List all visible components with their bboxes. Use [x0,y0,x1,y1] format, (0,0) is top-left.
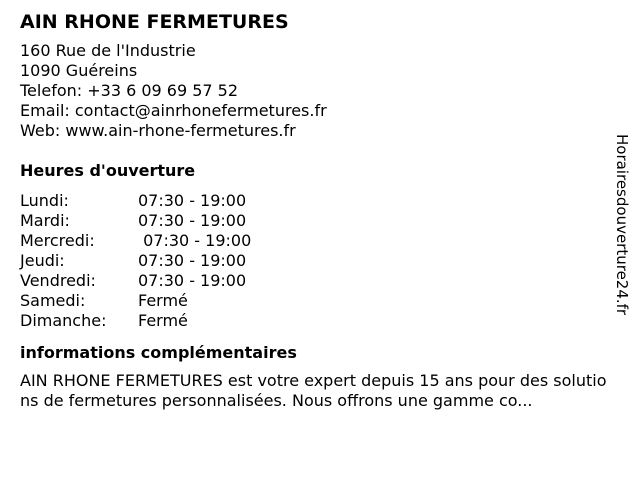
day-label: Samedi: [20,291,86,310]
hours-row-wednesday [20,231,610,251]
hours-row-monday [20,191,610,211]
day-label: Mardi: [20,211,70,230]
day-hours: 07:30 - 19:00 [138,271,247,290]
day-label: Lundi: [20,191,69,210]
day-label: Mercredi: [20,231,95,250]
day-hours: Fermé [138,291,188,310]
hours-row-saturday [20,291,610,311]
business-card [20,10,610,411]
day-hours: 07:30 - 19:00 [138,191,247,210]
hours-row-friday [20,271,610,291]
opening-hours-heading: Heures d'ouverture [20,161,196,180]
additional-info-text: AIN RHONE FERMETURES est votre expert depuis 15 ans pour des solutions de fermetures personnalisées. Nous offrons une gamme co... [20,371,607,410]
day-hours: 07:30 - 19:00 [138,211,247,230]
day-label: Jeudi: [20,251,65,270]
day-hours: 07:30 - 19:00 [138,231,252,250]
day-hours: 07:30 - 19:00 [138,251,247,270]
hours-row-tuesday [20,211,610,231]
day-label: Dimanche: [20,311,107,330]
business-name: AIN RHONE FERMETURES [20,11,289,33]
email-line[interactable]: Email: contact@ainrhonefermetures.fr [20,101,327,120]
day-hours: Fermé [138,311,188,330]
hours-row-sunday [20,311,610,331]
day-label: Vendredi: [20,271,96,290]
address-street: 160 Rue de l'Industrie [20,41,196,60]
additional-info-heading: informations complémentaires [20,343,297,362]
site-brand-vertical[interactable]: Horairesdouverture24.fr [613,134,631,316]
phone-line[interactable]: Telefon: +33 6 09 69 57 52 [20,81,239,100]
website-line[interactable]: Web: www.ain-rhone-fermetures.fr [20,121,296,140]
opening-hours-table [20,191,610,331]
address-city: 1090 Guéreins [20,61,138,80]
hours-row-thursday [20,251,610,271]
